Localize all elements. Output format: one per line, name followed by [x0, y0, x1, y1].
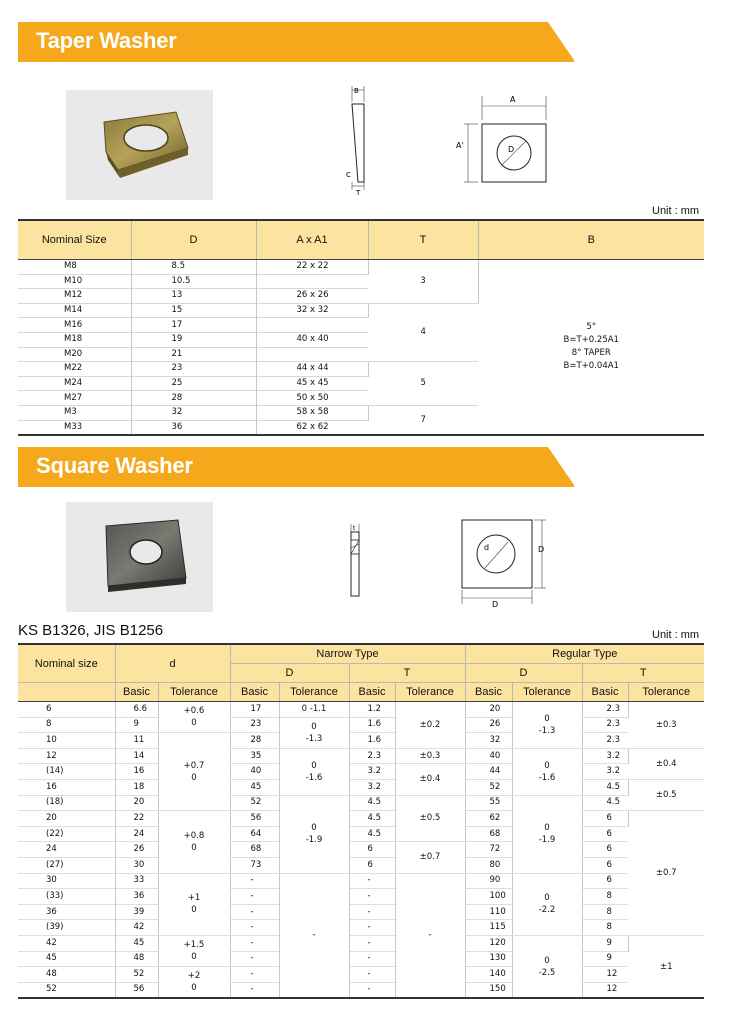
cell-axa1: 50 x 50 — [296, 392, 329, 403]
cell-regular-t-basic: 2.3 — [606, 719, 621, 730]
cell-nominal-size: (18) — [18, 795, 115, 811]
cell-d: 15 — [131, 303, 256, 318]
cell-nominal-size: (33) — [18, 889, 115, 905]
cell-size: M16 — [18, 318, 131, 333]
header-b: B — [478, 220, 704, 260]
cell-d-basic: 22 — [115, 811, 158, 827]
cell-nominal-size: 48 — [18, 967, 115, 983]
cell-regular-t-basic: 6 — [606, 828, 612, 839]
header-nominal-size: Nominal size — [18, 644, 115, 683]
cell-regular-d-basic: 90 — [465, 873, 512, 889]
table-row — [18, 889, 704, 905]
cell-axa1: 62 x 62 — [296, 421, 329, 432]
table-row — [18, 842, 704, 858]
table-row — [18, 904, 704, 920]
cell-narrow-t-tolerance: ±0.4 — [395, 764, 465, 795]
square-table-body — [18, 702, 704, 999]
cell-nominal-size: (39) — [18, 920, 115, 936]
cell-d-basic: 42 — [115, 920, 158, 936]
b-line: 8° TAPER — [571, 348, 611, 359]
cell-nominal-size: 42 — [18, 935, 115, 951]
cell-size: M14 — [18, 303, 131, 318]
cell-regular-d-basic: 115 — [465, 920, 512, 936]
square-washer-photo — [66, 502, 213, 612]
cell-d-basic: 20 — [115, 795, 158, 811]
table-row — [18, 260, 704, 275]
cell-size: M8 — [18, 260, 131, 275]
table-row — [18, 857, 704, 873]
cell-axa1 — [256, 347, 368, 362]
cell-nominal-size: (22) — [18, 826, 115, 842]
table-row — [18, 967, 704, 983]
cell-narrow-t-basic: - — [349, 935, 395, 951]
table-row — [18, 951, 704, 967]
cell-axa1: 45 x 45 — [296, 378, 329, 389]
header-regular-type: Regular Type — [465, 644, 704, 664]
taper-washer-photo — [66, 90, 213, 200]
cell-regular-d-tolerance: 0 -2.2 — [512, 873, 582, 935]
label-d-right: D — [538, 545, 545, 554]
cell-narrow-t-tolerance: - — [395, 873, 465, 998]
cell-narrow-d-basic: 35 — [230, 748, 279, 764]
cell-narrow-d-tolerance: 0 -1.1 — [279, 702, 349, 718]
header-narrow-t: T — [349, 664, 465, 683]
cell-narrow-d-basic: 28 — [230, 733, 279, 749]
cell-nominal-size: 6 — [18, 702, 115, 718]
cell-nominal-size: 24 — [18, 842, 115, 858]
cell-regular-d-basic: 52 — [465, 779, 512, 795]
table-row — [18, 920, 704, 936]
cell-nominal-size: 30 — [18, 873, 115, 889]
cell-t: 4 — [368, 303, 478, 361]
washer-image — [66, 90, 213, 200]
table-row — [18, 748, 704, 764]
square-washer-banner — [18, 447, 574, 487]
cell-narrow-t-tolerance: ±0.2 — [395, 702, 465, 749]
cell-regular-d-basic: 68 — [465, 826, 512, 842]
table-row — [18, 982, 704, 998]
cell-t: 7 — [420, 414, 426, 425]
cell-d: 17 — [131, 318, 256, 333]
cell-d-basic: 11 — [115, 733, 158, 749]
cell-narrow-t-basic: - — [349, 951, 395, 967]
table-row — [18, 811, 704, 827]
cell-regular-t-basic: 8 — [606, 890, 612, 901]
cell-narrow-d-basic: 73 — [230, 857, 279, 873]
cell-narrow-t-basic: - — [349, 920, 395, 936]
square-front-diagram — [452, 512, 562, 612]
cell-axa1: 44 x 44 — [256, 362, 368, 377]
header-d-small: d — [115, 644, 230, 683]
cell-size: M20 — [18, 347, 131, 362]
cell-d-tolerance: +1 0 — [158, 873, 230, 935]
cell-narrow-t-basic: 6 — [349, 857, 395, 873]
table-row — [18, 826, 704, 842]
cell-t: 5 — [368, 362, 478, 406]
cell-regular-d-basic: 62 — [465, 811, 512, 827]
cell-narrow-d-tolerance: 0 -1.6 — [279, 748, 349, 795]
cell-narrow-t-basic: - — [349, 904, 395, 920]
b-line: B=T+0.04A1 — [563, 361, 619, 372]
cell-regular-t-tolerance: ±0.3 — [628, 702, 704, 749]
cell-nominal-size: 12 — [18, 748, 115, 764]
cell-d-basic: 52 — [115, 967, 158, 983]
cell-d: 25 — [131, 376, 256, 391]
taper-washer-banner — [18, 22, 574, 62]
cell-regular-d-basic: 32 — [465, 733, 512, 749]
cell-d-basic: 33 — [115, 873, 158, 889]
cell-regular-t-basic: 6 — [606, 844, 612, 855]
cell-regular-t-basic: 8 — [606, 922, 612, 933]
cell-nominal-size: 45 — [18, 951, 115, 967]
cell-narrow-t-tolerance: ±0.7 — [395, 842, 465, 873]
cell-d: 19 — [131, 332, 256, 347]
cell-size: M3 — [18, 405, 131, 420]
taper-washer-table — [18, 219, 704, 436]
cell-size: M18 — [18, 332, 131, 347]
cell-d-tolerance: +2 0 — [158, 967, 230, 999]
b-line: 5° — [586, 322, 597, 333]
header-tolerance: Tolerance — [512, 683, 582, 702]
cell-b — [478, 260, 704, 436]
cell-regular-t-basic: 3.2 — [582, 748, 628, 764]
cell-narrow-t-basic: 4.5 — [349, 811, 395, 827]
cell-nominal-size: (14) — [18, 764, 115, 780]
header-tolerance: Tolerance — [158, 683, 230, 702]
label-a: A — [510, 95, 516, 104]
label-b: B — [354, 87, 359, 95]
standard-label: KS B1326, JIS B1256 — [18, 622, 164, 639]
cell-axa1: 32 x 32 — [256, 303, 368, 318]
cell-narrow-d-basic: - — [230, 935, 279, 951]
cell-d-basic: 18 — [115, 779, 158, 795]
cell-regular-t-tolerance: ±0.4 — [628, 748, 704, 779]
cell-narrow-d-basic: 64 — [230, 826, 279, 842]
cell-axa1: 22 x 22 — [256, 260, 368, 275]
header-tolerance: Tolerance — [395, 683, 465, 702]
cell-d-basic: 48 — [115, 951, 158, 967]
cell-d: 32 — [131, 405, 256, 420]
label-d: D — [508, 145, 515, 154]
cell-axa1 — [256, 318, 368, 333]
cell-narrow-d-tolerance: - — [279, 873, 349, 998]
cell-regular-t-basic: 9 — [582, 935, 628, 951]
cell-d: 23 — [131, 362, 256, 377]
cell-narrow-d-basic: 40 — [230, 764, 279, 780]
cell-d-basic: 16 — [115, 764, 158, 780]
cell-nominal-size: 20 — [18, 811, 115, 827]
label-d-bottom: D — [492, 600, 499, 609]
cell-size: M22 — [18, 362, 131, 377]
square-side-diagram — [340, 520, 370, 600]
cell-regular-d-basic: 44 — [465, 764, 512, 780]
label-c: C — [346, 171, 351, 179]
cell-d-basic: 6.6 — [115, 702, 158, 718]
cell-narrow-d-basic: - — [230, 920, 279, 936]
cell-regular-d-basic: 20 — [465, 702, 512, 718]
taper-front-diagram — [454, 90, 554, 190]
cell-narrow-d-basic: 23 — [230, 717, 279, 733]
cell-regular-d-basic: 100 — [465, 889, 512, 905]
cell-narrow-d-basic: - — [230, 873, 279, 889]
cell-narrow-d-basic: 45 — [230, 779, 279, 795]
table-row — [18, 702, 704, 718]
square-washer-table — [18, 643, 704, 999]
table-row — [18, 764, 704, 780]
cell-size: M10 — [18, 274, 131, 289]
cell-regular-d-tolerance: 0 -1.9 — [512, 795, 582, 873]
cell-regular-t-basic: 6 — [606, 859, 612, 870]
header-nominal-size: Nominal Size — [18, 220, 131, 260]
cell-d: 13 — [131, 289, 256, 304]
cell-t: 3 — [368, 260, 478, 304]
cell-regular-d-basic: 120 — [465, 935, 512, 951]
table-row — [18, 717, 704, 733]
header-basic: Basic — [115, 683, 158, 702]
cell-d-basic: 36 — [115, 889, 158, 905]
cell-size: M33 — [18, 420, 131, 435]
label-t: t — [353, 525, 356, 532]
cell-d: 10.5 — [131, 274, 256, 289]
cell-nominal-size: 52 — [18, 982, 115, 998]
cell-regular-d-tolerance: 0 -1.6 — [512, 748, 582, 795]
cell-axa1: 40 x 40 — [296, 334, 329, 345]
cell-axa1 — [256, 274, 368, 289]
header-basic: Basic — [230, 683, 279, 702]
cell-nominal-size: 16 — [18, 779, 115, 795]
cell-d: 28 — [131, 391, 256, 406]
cell-narrow-d-basic: 68 — [230, 842, 279, 858]
cell-d-basic: 39 — [115, 904, 158, 920]
cell-axa1: 58 x 58 — [256, 405, 368, 420]
cell-narrow-d-basic: - — [230, 889, 279, 905]
cell-regular-d-basic: 72 — [465, 842, 512, 858]
cell-regular-d-basic: 130 — [465, 951, 512, 967]
table-row — [18, 779, 704, 795]
cell-narrow-t-basic: 1.6 — [349, 733, 395, 749]
header-basic: Basic — [582, 683, 628, 702]
taper-side-diagram — [330, 82, 390, 197]
cell-nominal-size: (27) — [18, 857, 115, 873]
unit-label: Unit : mm — [652, 205, 700, 217]
cell-d-basic: 14 — [115, 748, 158, 764]
cell-narrow-t-basic: - — [349, 982, 395, 998]
cell-narrow-d-basic: 56 — [230, 811, 279, 827]
header-axa1: A x A1 — [256, 220, 368, 260]
header-narrow-d: D — [230, 664, 349, 683]
cell-d-basic: 24 — [115, 826, 158, 842]
b-line: B=T+0.25A1 — [563, 335, 619, 346]
cell-narrow-d-basic: - — [230, 904, 279, 920]
table-header-row — [18, 220, 704, 260]
cell-regular-t-basic: 2.3 — [606, 734, 621, 745]
label-a-prime: A' — [456, 141, 464, 150]
cell-narrow-d-basic: - — [230, 951, 279, 967]
washer-image — [66, 502, 213, 612]
cell-narrow-d-basic: - — [230, 967, 279, 983]
cell-narrow-t-basic: 4.5 — [349, 826, 395, 842]
cell-d: 36 — [131, 420, 256, 435]
cell-narrow-t-basic: 2.3 — [349, 748, 395, 764]
cell-narrow-t-basic: - — [349, 967, 395, 983]
cell-d-tolerance: +0.6 0 — [158, 702, 230, 733]
cell-regular-d-tolerance: 0 -2.5 — [512, 935, 582, 998]
cell-narrow-t-tolerance: ±0.3 — [395, 748, 465, 764]
cell-d-tolerance: +0.7 0 — [158, 733, 230, 811]
header-d: D — [131, 220, 256, 260]
unit-label: Unit : mm — [652, 629, 700, 641]
header-regular-d: D — [465, 664, 582, 683]
header-tolerance: Tolerance — [628, 683, 704, 702]
cell-d-basic: 9 — [115, 717, 158, 733]
cell-narrow-t-basic: - — [349, 889, 395, 905]
cell-regular-t-tolerance: ±0.7 — [628, 811, 704, 936]
cell-d-basic: 30 — [115, 857, 158, 873]
table-row — [18, 733, 704, 749]
cell-size: M27 — [18, 391, 131, 406]
cell-d-tolerance: +0.8 0 — [158, 811, 230, 873]
header-narrow-type: Narrow Type — [230, 644, 465, 664]
cell-regular-t-basic: 2.3 — [582, 702, 628, 718]
header-basic: Basic — [349, 683, 395, 702]
cell-narrow-d-basic: 17 — [230, 702, 279, 718]
cell-narrow-t-basic: 6 — [349, 842, 395, 858]
header-row-3 — [18, 683, 704, 702]
cell-d: 8.5 — [131, 260, 256, 275]
cell-regular-t-basic: 6 — [582, 811, 628, 827]
header-basic: Basic — [465, 683, 512, 702]
cell-narrow-t-basic: 4.5 — [349, 795, 395, 811]
section-title: Square Washer — [36, 453, 193, 478]
cell-regular-t-basic: 8 — [606, 906, 612, 917]
cell-narrow-t-basic: 1.2 — [349, 702, 395, 718]
cell-regular-d-basic: 80 — [465, 857, 512, 873]
cell-regular-d-basic: 110 — [465, 904, 512, 920]
cell-regular-t-basic: 4.5 — [582, 779, 628, 795]
cell-regular-t-tolerance: ±0.5 — [628, 779, 704, 810]
cell-regular-d-basic: 40 — [465, 748, 512, 764]
header-regular-t: T — [582, 664, 704, 683]
cell-narrow-d-tolerance: 0 -1.9 — [279, 795, 349, 873]
cell-nominal-size: 10 — [18, 733, 115, 749]
cell-regular-d-basic: 55 — [465, 795, 512, 811]
cell-regular-t-basic: 6 — [606, 875, 612, 886]
cell-narrow-t-basic: - — [349, 873, 395, 889]
label-t: T — [356, 189, 361, 197]
cell-d-basic: 56 — [115, 982, 158, 998]
header-row-1 — [18, 644, 704, 664]
cell-regular-t-basic: 4.5 — [606, 797, 621, 808]
cell-axa1: 26 x 26 — [296, 290, 329, 301]
cell-regular-d-basic: 150 — [465, 982, 512, 998]
cell-narrow-t-basic: 3.2 — [349, 764, 395, 780]
table-row — [18, 935, 704, 951]
cell-regular-d-tolerance: 0 -1.3 — [512, 702, 582, 749]
header-tolerance: Tolerance — [279, 683, 349, 702]
cell-narrow-t-basic: 1.6 — [349, 717, 395, 733]
cell-regular-d-basic: 140 — [465, 967, 512, 983]
cell-narrow-d-basic: 52 — [230, 795, 279, 811]
header-blank — [18, 683, 115, 702]
cell-regular-t-basic: 12 — [606, 968, 618, 979]
cell-regular-t-basic: 9 — [606, 953, 612, 964]
cell-nominal-size: 36 — [18, 904, 115, 920]
cell-d: 21 — [131, 347, 256, 362]
table-row — [18, 873, 704, 889]
cell-nominal-size: 8 — [18, 717, 115, 733]
cell-d-basic: 45 — [115, 935, 158, 951]
table-row — [18, 795, 704, 811]
cell-narrow-t-tolerance: ±0.5 — [395, 795, 465, 842]
cell-regular-d-basic: 26 — [465, 717, 512, 733]
cell-regular-t-tolerance: ±1 — [659, 961, 673, 972]
cell-narrow-t-basic: 3.2 — [349, 779, 395, 795]
cell-d-tolerance: +1.5 0 — [158, 935, 230, 966]
cell-regular-t-basic: 12 — [606, 984, 618, 995]
cell-d-basic: 26 — [115, 842, 158, 858]
label-d-small: d — [484, 543, 490, 552]
cell-size: M24 — [18, 376, 131, 391]
cell-narrow-d-basic: - — [230, 982, 279, 998]
header-t: T — [368, 220, 478, 260]
cell-narrow-d-tolerance: 0 -1.3 — [279, 717, 349, 748]
cell-size: M12 — [18, 289, 131, 304]
cell-regular-t-basic: 3.2 — [606, 766, 621, 777]
section-title: Taper Washer — [36, 28, 177, 53]
